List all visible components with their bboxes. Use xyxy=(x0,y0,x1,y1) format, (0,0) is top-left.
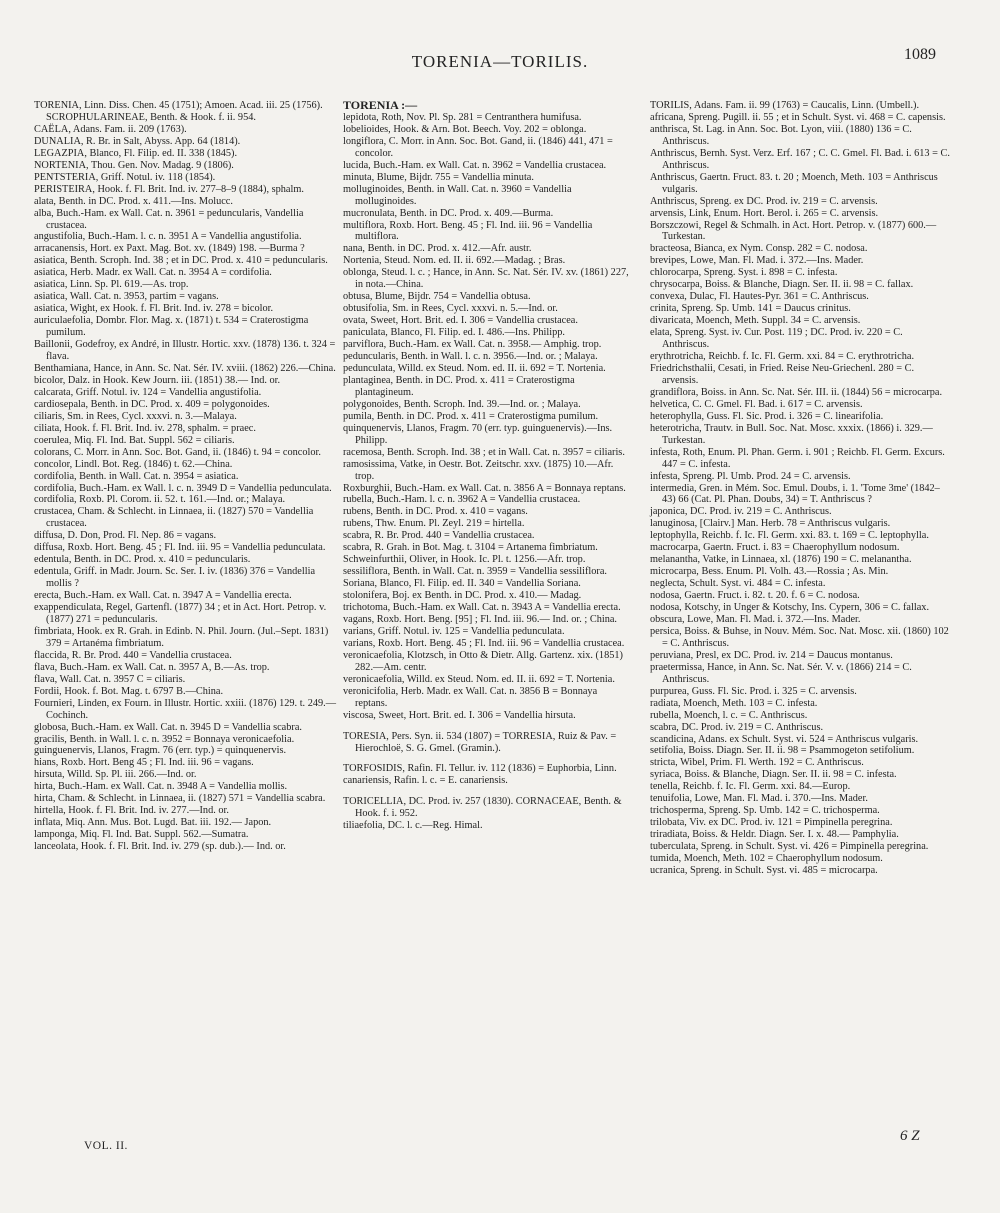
species-entry: japonica, DC. Prod. iv. 219 = C. Anthriscus. xyxy=(650,506,832,518)
running-head: TORENIA—TORILIS. xyxy=(411,52,589,71)
species-entry: lucida, Buch.-Ham. ex Wall. Cat. n. 3962 = Vandellia crustacea. xyxy=(343,159,607,171)
species-entry: inflata, Miq. Ann. Mus. Bot. Lugd. Bat. iii. 192.— Japon. xyxy=(34,817,272,829)
species-entry: intermedia, Gren. in Mém. Soc. Emul. Doubs, i. 1. 'Tome 3me' (1842–43) 66 (Cat. Pl. Phan. Doubs, 34) = T. Anthriscus ? xyxy=(650,482,940,506)
species-entry: lanuginosa, [Clairv.] Man. Herb. 78 = Anthriscus vulgaris. xyxy=(650,518,891,530)
species-entry: paniculata, Blanco, Fl. Filip. ed. I. 486.—Ins. Philipp. xyxy=(343,327,565,339)
genus-entry-toresia: TORESIA, Pers. Syn. ii. 534 (1807) = TORRESIA, Ruiz & Pav. = Hierochloë, S. G. Gmel. (Gramin.). xyxy=(343,730,617,754)
species-entry: divaricata, Moench, Meth. Suppl. 34 = C. arvensis. xyxy=(650,315,861,327)
species-entry: macrocarpa, Gaertn. Fruct. i. 83 = Chaerophyllum nodosum. xyxy=(650,542,900,554)
species-entry: vagans, Roxb. Hort. Beng. [95] ; Fl. Ind. iii. 96.— Ind. or. ; China. xyxy=(343,613,617,625)
torenia-continued-entries xyxy=(343,112,630,722)
species-entry: concolor, Lindl. Bot. Reg. (1846) t. 62.—China. xyxy=(34,458,233,470)
species-entry: brevipes, Lowe, Man. Fl. Mad. i. 372.—Ins. Mader. xyxy=(650,255,864,267)
species-entry: obscura, Lowe, Man. Fl. Mad. i. 372.—Ins. Mader. xyxy=(650,613,861,625)
species-entry: convexa, Dulac, Fl. Hautes-Pyr. 361 = C. Anthriscus. xyxy=(650,291,869,303)
species-entry: nodosa, Kotschy, in Unger & Kotschy, Ins. Cypern, 306 = C. fallax. xyxy=(650,602,930,614)
species-entry: erecta, Buch.-Ham. ex Wall. Cat. n. 3947 A = Vandellia erecta. xyxy=(34,590,292,602)
species-entry: flava, Wall. Cat. n. 3957 C = ciliaris. xyxy=(34,673,186,685)
species-entry: radiata, Moench, Meth. 103 = C. infesta. xyxy=(650,697,818,709)
species-entry: tenella, Reichb. f. Ic. Fl. Germ. xxi. 84.—Europ. xyxy=(650,781,851,793)
species-entry: edentula, Benth. in DC. Prod. x. 410 = peduncularis. xyxy=(34,554,251,566)
species-entry: heterophylla, Guss. Fl. Sic. Prod. i. 326 = C. linearifolia. xyxy=(650,410,884,422)
species-entry: trilobata, Viv. ex DC. Prod. iv. 121 = Pimpinella peregrina. xyxy=(650,817,893,829)
column-right xyxy=(650,100,950,877)
species-entry: microcarpa, Bess. Enum. Pl. Volh. 43.—Rossia ; As. Min. xyxy=(650,566,889,578)
species-entry: heterotricha, Trautv. in Bull. Soc. Nat. Mosc. xxxix. (1866) i. 329.—Turkestan. xyxy=(650,422,933,446)
species-entry: pedunculata, Willd. ex Steud. Nom. ed. II. ii. 692 = T. Nortenia. xyxy=(343,362,606,374)
species-entry: calcarata, Griff. Notul. iv. 124 = Vandellia angustifolia. xyxy=(34,386,262,398)
species-entry: alata, Benth. in DC. Prod. x. 411.—Ins. Molucc. xyxy=(34,195,233,207)
species-entry: minuta, Blume, Bijdr. 755 = Vandellia minuta. xyxy=(343,171,534,183)
species-entry: cordifolia, Roxb. Pl. Corom. ii. 52. t. 161.—Ind. or.; Malaya. xyxy=(34,494,286,506)
species-entry: lanceolata, Hook. f. Fl. Brit. Ind. iv. 279 (sp. dub.).— Ind. or. xyxy=(34,841,286,853)
species-entry: elata, Spreng. Syst. iv. Cur. Post. 119 ; DC. Prod. iv. 220 = C. Anthriscus. xyxy=(650,327,903,351)
species-entry: leptophylla, Reichb. f. Ic. Fl. Germ. xxi. 83. t. 169 = C. leptophylla. xyxy=(650,530,929,542)
species-entry: CAËLA, Adans. Fam. ii. 209 (1763). xyxy=(34,123,187,135)
species-entry: globosa, Buch.-Ham. ex Wall. Cat. n. 3945 D = Vandellia scabra. xyxy=(34,721,302,733)
species-entry: peruviana, Presl, ex DC. Prod. iv. 214 = Daucus montanus. xyxy=(650,649,893,661)
species-entry: crustacea, Cham. & Schlecht. in Linnaea, ii. (1827) 570 = Vandellia crustacea. xyxy=(34,506,314,530)
species-entry: rubens, Thw. Enum. Pl. Zeyl. 219 = hirtella. xyxy=(343,518,525,530)
species-entry: cordifolia, Buch.-Ham. ex Wall. l. c. n. 3949 D = Vandellia pedunculata. xyxy=(34,482,332,494)
species-entry: stolonifera, Boj. ex Benth. in DC. Prod. x. 410.— Madag. xyxy=(343,590,582,602)
species-entry: lepidota, Roth, Nov. Pl. Sp. 281 = Centranthera humifusa. xyxy=(343,111,582,123)
species-entry: rubens, Benth. in DC. Prod. x. 410 = vagans. xyxy=(343,506,528,518)
species-entry: helvetica, C. C. Gmel. Fl. Bad. i. 617 = C. arvensis. xyxy=(650,398,863,410)
species-entry: scandicina, Adans. ex Schult. Syst. vi. 524 = Anthriscus vulgaris. xyxy=(650,733,919,745)
signature-mark: 6 Z xyxy=(900,1128,920,1144)
species-entry: coerulea, Miq. Fl. Ind. Bat. Suppl. 562 = ciliaris. xyxy=(34,434,235,446)
species-entry: nodosa, Gaertn. Fruct. i. 82. t. 20. f. 6 = C. nodosa. xyxy=(650,590,860,602)
species-entry: veronicaefolia, Klotzsch, in Otto & Dietr. Allg. Gartenz. xix. (1851) 282.—Am. centr. xyxy=(343,649,623,673)
species-entry: hirta, Buch.-Ham. ex Wall. Cat. n. 3948 A = Vandellia mollis. xyxy=(34,781,288,793)
species-entry: oblonga, Steud. l. c. ; Hance, in Ann. Sc. Nat. Sér. IV. xv. (1861) 227, in nota.—China. xyxy=(343,267,629,291)
species-entry: ciliata, Hook. f. Fl. Brit. Ind. iv. 278, sphalm. = praec. xyxy=(34,422,256,434)
species-entry: infesta, Roth, Enum. Pl. Phan. Germ. i. 901 ; Reichb. Fl. Germ. Excurs. 447 = C. infesta. xyxy=(650,446,945,470)
species-entry: asiatica, Linn. Sp. Pl. 619.—As. trop. xyxy=(34,279,189,291)
species-entry: pumila, Benth. in DC. Prod. x. 411 = Craterostigma pumilum. xyxy=(343,410,599,422)
species-entry: anthrisca, St. Lag. in Ann. Soc. Bot. Lyon, viii. (1880) 136 = C. Anthriscus. xyxy=(650,123,912,147)
species-entry: racemosa, Benth. Scroph. Ind. 38 ; et in Wall. Cat. n. 3957 = ciliaris. xyxy=(343,446,625,458)
species-entry: auriculaefolia, Dombr. Flor. Mag. x. (1871) t. 534 = Craterostigma pumilum. xyxy=(34,315,309,339)
species-entry: rubella, Moench, l. c. = C. Anthriscus. xyxy=(650,709,808,721)
species-entry: quinquenervis, Llanos, Fragm. 70 (err. typ. guinguenervis).—Ins. Philipp. xyxy=(343,422,613,446)
species-entry: bracteosa, Bianca, ex Nym. Consp. 282 = C. nodosa. xyxy=(650,243,868,255)
species-entry: purpurea, Guss. Fl. Sic. Prod. i. 325 = C. arvensis. xyxy=(650,685,857,697)
species-entry: varians, Roxb. Hort. Beng. 45 ; Fl. Ind. iii. 96 = Vandellia crustacea. xyxy=(343,637,625,649)
species-entry: cardiosepala, Benth. in DC. Prod. x. 409 = polygonoides. xyxy=(34,398,270,410)
species-entry: erythrotricha, Reichb. f. Ic. Fl. Germ. xxi. 84 = C. erythrotricha. xyxy=(650,351,915,363)
species-entry: alba, Buch.-Ham. ex Wall. Cat. n. 3961 = peduncularis, Vandellia crustacea. xyxy=(34,207,304,231)
species-entry: flaccida, R. Br. Prod. 440 = Vandellia crustacea. xyxy=(34,649,232,661)
species-entry: setifolia, Boiss. Diagn. Ser. II. ii. 98 = Psammogeton setifolium. xyxy=(650,745,915,757)
species-entry: Anthriscus, Spreng. ex DC. Prod. iv. 219 = C. arvensis. xyxy=(650,195,878,207)
species-entry: scabra, DC. Prod. iv. 219 = C. Anthriscus. xyxy=(650,721,824,733)
species-entry: tuberculata, Spreng. in Schult. Syst. vi. 426 = Pimpinella peregrina. xyxy=(650,841,929,853)
species-entry: Schweinfurthii, Oliver, in Hook. Ic. Pl. t. 1256.—Afr. trop. xyxy=(343,554,586,566)
species-entry: trichosperma, Spreng. Sp. Umb. 142 = C. trichosperma. xyxy=(650,805,880,817)
species-entry: hirsuta, Willd. Sp. Pl. iii. 266.—Ind. or. xyxy=(34,769,197,781)
species-entry: ciliaris, Sm. in Rees, Cycl. xxxvi. n. 3.—Malaya. xyxy=(34,410,237,422)
species-entry: stricta, Wibel, Prim. Fl. Werth. 192 = C. Anthriscus. xyxy=(650,757,864,769)
species-entry: praetermissa, Hance, in Ann. Sc. Nat. Sér. V. v. (1866) 214 = C. Anthriscus. xyxy=(650,661,912,685)
species-entry: obtusifolia, Sm. in Rees, Cycl. xxxvi. n. 5.—Ind. or. xyxy=(343,303,558,315)
species-entry: africana, Spreng. Pugill. ii. 55 ; et in Schult. Syst. vi. 468 = C. capensis. xyxy=(650,111,946,123)
species-entry: diffusa, Roxb. Hort. Beng. 45 ; Fl. Ind. iii. 95 = Vandellia pedunculata. xyxy=(34,542,326,554)
species-entry: asiatica, Wight, ex Hook. f. Fl. Brit. Ind. iv. 278 = bicolor. xyxy=(34,303,274,315)
genus-entry-torfosidis: TORFOSIDIS, Rafin. Fl. Tellur. iv. 112 (1836) = Euphorbia, Linn. xyxy=(343,763,617,775)
species-entry: gracilis, Benth. in Wall. l. c. n. 3952 = Bonnaya veronicaefolia. xyxy=(34,733,295,745)
species-entry: arvensis, Link, Enum. Hort. Berol. i. 265 = C. arvensis. xyxy=(650,207,879,219)
species-entry: bicolor, Dalz. in Hook. Kew Journ. iii. (1851) 38.— Ind. or. xyxy=(34,374,281,386)
species-entry: peduncularis, Benth. in Wall. l. c. n. 3956.—Ind. or. ; Malaya. xyxy=(343,351,598,363)
species-entry: parviflora, Buch.-Ham. ex Wall. Cat. n. 3958.— Amphig. trop. xyxy=(343,339,602,351)
species-entry: Anthriscus, Gaertn. Fruct. 83. t. 20 ; Moench, Meth. 103 = Anthriscus vulgaris. xyxy=(650,171,938,195)
species-entry: guinguenervis, Llanos, Fragm. 76 (err. typ.) = quinquenervis. xyxy=(34,745,287,757)
species-entry: ramosissima, Vatke, in Oestr. Bot. Zeitschr. xxv. (1875) 10.—Afr. trop. xyxy=(343,458,614,482)
species-entry: colorans, C. Morr. in Ann. Soc. Bot. Gand, ii. (1846) t. 94 = concolor. xyxy=(34,446,321,458)
species-entry: asiatica, Wall. Cat. n. 3953, partim = vagans. xyxy=(34,291,219,303)
species-entry: Borszczowi, Regel & Schmalh. in Act. Hort. Petrop. v. (1877) 600.—Turkestan. xyxy=(650,219,937,243)
species-entry: hirtella, Hook. f. Fl. Brit. Ind. iv. 277.—Ind. or. xyxy=(34,805,229,817)
species-entry: rubella, Buch.-Ham. l. c. n. 3962 A = Vandellia crustacea. xyxy=(343,494,581,506)
species-entry: scabra, R. Br. Prod. 440 = Vandellia crustacea. xyxy=(343,530,535,542)
species-entry: LEGAZPIA, Blanco, Fl. Filip. ed. II. 338 (1845). xyxy=(34,147,238,159)
genus-entry-toricellia: TORICELLIA, DC. Prod. iv. 257 (1830). CORNACEAE, Benth. & Hook. f. i. 952. xyxy=(343,796,622,820)
species-entry: fimbriata, Hook. ex R. Grah. in Edinb. N. Phil. Journ. (Jul.–Sept. 1831) 379 = Artanéma fimbriatum. xyxy=(34,625,329,649)
species-entry: tenuifolia, Lowe, Man. Fl. Mad. i. 370.—Ins. Mader. xyxy=(650,793,868,805)
species-entry: veronicifolia, Herb. Madr. ex Wall. Cat. n. 3856 B = Bonnaya reptans. xyxy=(343,685,598,709)
species-entry: tiliaefolia, DC. l. c.—Reg. Himal. xyxy=(343,820,483,832)
species-entry: Nortenia, Steud. Nom. ed. II. ii. 692.—Madag. ; Bras. xyxy=(343,255,566,267)
continued-genus-heading: TORENIA :— xyxy=(343,98,418,112)
species-entry: plantaginea, Benth. in DC. Prod. x. 411 = Craterostigma plantagineum. xyxy=(343,374,575,398)
species-entry: PENTSTERIA, Griff. Notul. iv. 118 (1854). xyxy=(34,171,216,183)
species-entry: viscosa, Sweet, Hort. Brit. ed. I. 306 = Vandellia hirsuta. xyxy=(343,709,576,721)
species-entry: melanantha, Vatke, in Linnaea, xl. (1876) 190 = C. melanantha. xyxy=(650,554,912,566)
column-left xyxy=(34,100,336,853)
species-entry: scabra, R. Grah. in Bot. Mag. t. 3104 = Artanema fimbriatum. xyxy=(343,542,598,554)
species-entry: Soriana, Blanco, Fl. Filip. ed. II. 340 = Vandellia Soriana. xyxy=(343,578,581,590)
species-entry: canariensis, Rafin. l. c. = E. canariensis. xyxy=(343,775,508,787)
species-entry: NORTENIA, Thou. Gen. Nov. Madag. 9 (1806). xyxy=(34,159,234,171)
species-entry: mucronulata, Benth. in DC. Prod. x. 409.—Burma. xyxy=(343,207,554,219)
species-entry: Fordii, Hook. f. Bot. Mag. t. 6797 B.—China. xyxy=(34,685,224,697)
species-entry: polygonoides, Benth. Scroph. Ind. 39.—Ind. or. ; Malaya. xyxy=(343,398,581,410)
species-entry: cordifolia, Benth. in Wall. Cat. n. 3954 = asiatica. xyxy=(34,470,239,482)
species-entry: Fournieri, Linden, ex Fourn. in Illustr. Hortic. xxiii. (1876) 129. t. 249.—Cochinch. xyxy=(34,697,337,721)
species-entry: diffusa, D. Don, Prod. Fl. Nep. 86 = vagans. xyxy=(34,530,217,542)
species-entry: crinita, Spreng. Sp. Umb. 141 = Daucus crinitus. xyxy=(650,303,851,315)
species-entry: Baillonii, Godefroy, ex André, in Illustr. Hortic. xxv. (1878) 136. t. 324 = flava. xyxy=(34,339,336,363)
species-entry: asiatica, Herb. Madr. ex Wall. Cat. n. 3954 A = cordifolia. xyxy=(34,267,272,279)
species-entry: lobelioides, Hook. & Arn. Bot. Beech. Voy. 202 = oblonga. xyxy=(343,123,587,135)
species-entry: asiatica, Benth. Scroph. Ind. 38 ; et in DC. Prod. x. 410 = peduncularis. xyxy=(34,255,328,267)
species-entry: sessiliflora, Benth. in Wall. Cat. n. 3959 = Vandellia sessiliflora. xyxy=(343,566,607,578)
species-entry: syriaca, Boiss. & Blanche, Diagn. Ser. II. ii. 98 = C. infesta. xyxy=(650,769,897,781)
species-entry: angustifolia, Buch.-Ham. l. c. n. 3951 A = Vandellia angustifolia. xyxy=(34,231,302,243)
species-entry: Roxburghii, Buch.-Ham. ex Wall. Cat. n. 3856 A = Bonnaya reptans. xyxy=(343,482,626,494)
species-entry: grandiflora, Boiss. in Ann. Sc. Nat. Sér. III. ii. (1844) 56 = microcarpa. xyxy=(650,386,943,398)
species-entry: ovata, Sweet, Hort. Brit. ed. I. 306 = Vandellia crustacea. xyxy=(343,315,578,327)
species-entry: edentula, Griff. in Madr. Journ. Sc. Ser. I. iv. (1836) 376 = Vandellia mollis ? xyxy=(34,566,316,590)
species-entry: varians, Griff. Notul. iv. 125 = Vandellia pedunculata. xyxy=(343,625,565,637)
volume-label: VOL. II. xyxy=(84,1140,128,1152)
species-entry: longiflora, C. Morr. in Ann. Soc. Bot. Gand, ii. (1846) 441, 471 = concolor. xyxy=(343,135,613,159)
species-entry: DUNALIA, R. Br. in Salt, Abyss. App. 64 (1814). xyxy=(34,135,241,147)
species-entry: chlorocarpa, Spreng. Syst. i. 898 = C. infesta. xyxy=(650,267,838,279)
page-number: 1089 xyxy=(904,46,936,63)
species-entry: hirta, Cham. & Schlecht. in Linnaea, ii. (1827) 571 = Vandellia scabra. xyxy=(34,793,326,805)
species-entry: ucranica, Spreng. in Schult. Syst. vi. 485 = microcarpa. xyxy=(650,865,878,876)
species-entry: infesta, Spreng. Pl. Umb. Prod. 24 = C. arvensis. xyxy=(650,470,851,482)
species-entry: nana, Benth. in DC. Prod. x. 412.—Afr. austr. xyxy=(343,243,532,255)
species-entry: veronicaefolia, Willd. ex Steud. Nom. ed. II. ii. 692 = T. Nortenia. xyxy=(343,673,615,685)
species-entry: PERISTEIRA, Hook. f. Fl. Brit. Ind. iv. 277–8–9 (1884), sphalm. xyxy=(34,183,304,195)
species-entry: triradiata, Boiss. & Heldr. Diagn. Ser. I. x. 48.— Pamphylia. xyxy=(650,829,899,841)
species-entry: chrysocarpa, Boiss. & Blanche, Diagn. Ser. II. ii. 98 = C. fallax. xyxy=(650,279,914,291)
genus-entry: TORILIS, Adans. Fam. ii. 99 (1763) = Caucalis, Linn. (Umbell.). xyxy=(650,100,920,111)
species-entry: neglecta, Schult. Syst. vi. 484 = C. infesta. xyxy=(650,578,826,590)
species-entry: exappendiculata, Regel, Gartenfl. (1877) 34 ; et in Act. Hort. Petrop. v. (1877) 271 = peduncularis. xyxy=(34,602,327,625)
species-entry: lamponga, Miq. Fl. Ind. Bat. Suppl. 562.—Sumatra. xyxy=(34,829,249,841)
species-entry: molluginoides, Benth. in Wall. Cat. n. 3960 = Vandellia molluginoides. xyxy=(343,183,572,207)
species-entry: obtusa, Blume, Bijdr. 754 = Vandellia obtusa. xyxy=(343,291,531,303)
species-entry: trichotoma, Buch.-Ham. ex Wall. Cat. n. 3943 A = Vandellia erecta. xyxy=(343,602,621,614)
species-entry: hians, Roxb. Hort. Beng 45 ; Fl. Ind. iii. 96 = vagans. xyxy=(34,757,254,769)
species-entry: tumida, Moench, Meth. 102 = Chaerophyllum nodosum. xyxy=(650,853,883,865)
species-entry: multiflora, Roxb. Hort. Beng. 45 ; Fl. Ind. iii. 96 = Vandellia multiflora. xyxy=(343,219,593,243)
species-entry: Anthriscus, Bernh. Syst. Verz. Erf. 167 ; C. C. Gmel. Fl. Bad. i. 613 = C. Anthriscus. xyxy=(650,147,950,171)
species-entry: Friedrichsthalii, Cesati, in Fried. Reise Neu-Griechenl. 280 = C. arvensis. xyxy=(650,362,915,386)
genus-entry: TORENIA, Linn. Diss. Chen. 45 (1751); Amoen. Acad. iii. 25 (1756). SCROPHULARINEAE, Benth. & Hook. f. ii. 954. xyxy=(34,100,323,123)
species-entry: arracanensis, Hort. ex Paxt. Mag. Bot. xv. (1849) 198. —Burma ? xyxy=(34,243,305,255)
species-entry: Benthamiana, Hance, in Ann. Sc. Nat. Sér. IV. xviii. (1862) 226.—China. xyxy=(34,362,336,374)
species-entry: flava, Buch.-Ham. ex Wall. Cat. n. 3957 A, B.—As. trop. xyxy=(34,661,270,673)
column-middle xyxy=(343,100,630,832)
species-entry: persica, Boiss. & Buhse, in Nouv. Mém. Soc. Nat. Mosc. xii. (1860) 102 = C. Anthriscus. xyxy=(650,625,949,649)
